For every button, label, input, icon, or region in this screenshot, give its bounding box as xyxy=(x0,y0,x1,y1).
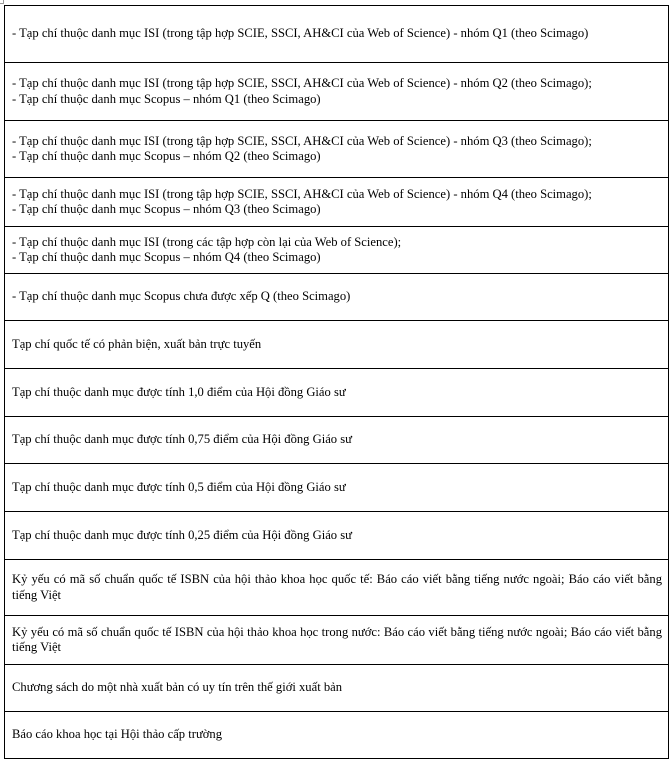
table-cell xyxy=(5,464,669,512)
table-row xyxy=(5,63,669,121)
cell-line: Tạp chí quốc tế có phản biện, xuất bản trực tuyến xyxy=(12,336,262,351)
table-cell xyxy=(5,712,669,759)
table-anchor-handle[interactable] xyxy=(0,0,4,4)
table-cell xyxy=(5,227,669,274)
table-row xyxy=(5,369,669,417)
table-cell xyxy=(5,417,669,464)
table-row xyxy=(5,6,669,63)
table-row xyxy=(5,417,669,464)
table-row xyxy=(5,464,669,512)
publication-category-table xyxy=(4,5,669,759)
table-cell xyxy=(5,616,669,665)
table-cell xyxy=(5,321,669,369)
table-cell xyxy=(5,274,669,321)
table-row xyxy=(5,560,669,616)
table-cell xyxy=(5,512,669,560)
cell-line: Chương sách do một nhà xuất bản có uy tín trên thế giới xuất bản xyxy=(12,680,343,695)
table-row xyxy=(5,616,669,665)
cell-line: Tạp chí thuộc danh mục được tính 1,0 điểm của Hội đồng Giáo sư xyxy=(12,384,346,399)
table-row xyxy=(5,121,669,178)
table-cell xyxy=(5,63,669,121)
table-row xyxy=(5,227,669,274)
cell-line: - Tạp chí thuộc danh mục ISI (trong tập hợp SCIE, SSCI, AH&CI của Web of Science) - nhóm Q4 (theo Scimago); xyxy=(12,186,592,201)
cell-line: Kỷ yếu có mã số chuẩn quốc tế ISBN của hội thảo khoa học trong nước: Báo cáo viết bằng tiếng nước ngoài; Báo cáo viết bằng tiếng Việt xyxy=(12,624,662,654)
cell-line: - Tạp chí thuộc danh mục Scopus – nhóm Q4 (theo Scimago) xyxy=(12,250,321,264)
cell-line: - Tạp chí thuộc danh mục Scopus – nhóm Q1 (theo Scimago) xyxy=(12,91,321,106)
table-row xyxy=(5,321,669,369)
table-cell xyxy=(5,665,669,712)
cell-line: Báo cáo khoa học tại Hội thảo cấp trường xyxy=(12,727,223,742)
cell-line: - Tạp chí thuộc danh mục Scopus chưa được xếp Q (theo Scimago) xyxy=(12,289,351,304)
table-cell xyxy=(5,121,669,178)
cell-line: - Tạp chí thuộc danh mục Scopus – nhóm Q2 (theo Scimago) xyxy=(12,149,321,163)
table-cell xyxy=(5,369,669,417)
cell-line: - Tạp chí thuộc danh mục ISI (trong tập hợp SCIE, SSCI, AH&CI của Web of Science) - nhóm Q3 (theo Scimago); xyxy=(12,133,592,148)
table-cell xyxy=(5,560,669,616)
cell-line: - Tạp chí thuộc danh mục ISI (trong tập hợp SCIE, SSCI, AH&CI của Web of Science) - nhóm Q2 (theo Scimago); xyxy=(12,76,592,90)
cell-line: Tạp chí thuộc danh mục được tính 0,5 điểm của Hội đồng Giáo sư xyxy=(12,479,346,494)
cell-line: Kỷ yếu có mã số chuẩn quốc tế ISBN của hội thảo khoa học quốc tế: Báo cáo viết bằng tiếng nước ngoài; Báo cáo viết bằng tiếng Việt xyxy=(12,572,662,602)
table-cell xyxy=(5,178,669,227)
table-cell xyxy=(5,6,669,63)
cell-line: Tạp chí thuộc danh mục được tính 0,25 điểm của Hội đồng Giáo sư xyxy=(12,527,352,542)
cell-line: - Tạp chí thuộc danh mục ISI (trong các tập hợp còn lại của Web of Science); xyxy=(12,234,402,249)
table-row xyxy=(5,274,669,321)
cell-line: - Tạp chí thuộc danh mục ISI (trong tập hợp SCIE, SSCI, AH&CI của Web of Science) - nhóm Q1 (theo Scimago) xyxy=(12,26,589,41)
table-row xyxy=(5,512,669,560)
table-row xyxy=(5,178,669,227)
cell-line: Tạp chí thuộc danh mục được tính 0,75 điểm của Hội đồng Giáo sư xyxy=(12,432,352,447)
table-row xyxy=(5,665,669,712)
table-row xyxy=(5,712,669,759)
cell-line: - Tạp chí thuộc danh mục Scopus – nhóm Q3 (theo Scimago) xyxy=(12,202,321,216)
